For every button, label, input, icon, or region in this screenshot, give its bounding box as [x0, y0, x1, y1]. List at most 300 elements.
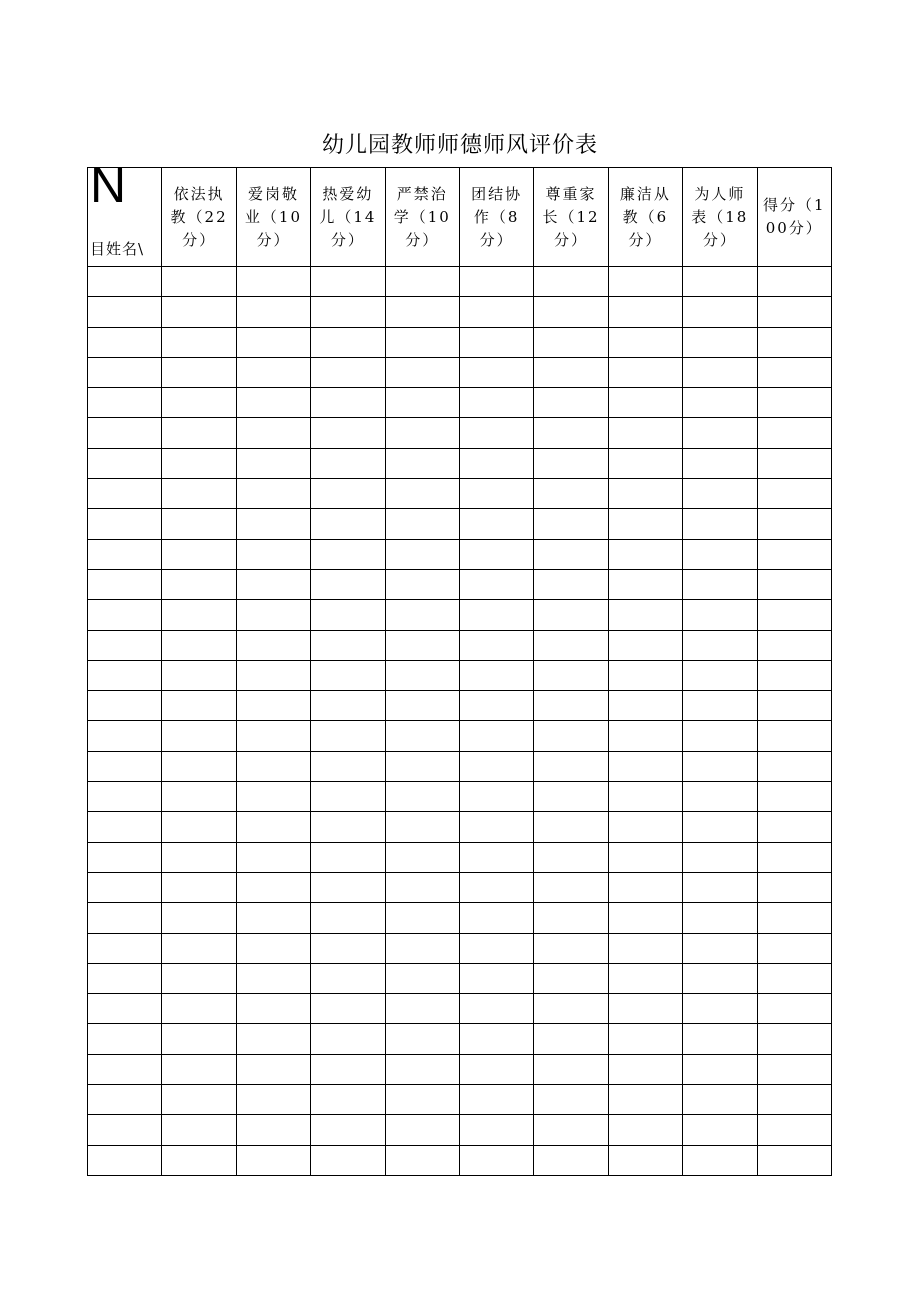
score-cell[interactable]	[236, 1115, 310, 1145]
score-cell[interactable]	[757, 539, 831, 569]
score-cell[interactable]	[385, 569, 459, 599]
score-cell[interactable]	[757, 903, 831, 933]
score-cell[interactable]	[311, 782, 385, 812]
score-cell[interactable]	[459, 479, 533, 509]
name-cell[interactable]	[88, 539, 162, 569]
name-cell[interactable]	[88, 448, 162, 478]
score-cell[interactable]	[683, 267, 757, 297]
score-cell[interactable]	[534, 782, 608, 812]
score-cell[interactable]	[311, 1024, 385, 1054]
score-cell[interactable]	[459, 751, 533, 781]
score-cell[interactable]	[311, 1115, 385, 1145]
score-cell[interactable]	[683, 509, 757, 539]
score-cell[interactable]	[608, 872, 682, 902]
score-cell[interactable]	[459, 357, 533, 387]
score-cell[interactable]	[162, 872, 236, 902]
score-cell[interactable]	[459, 327, 533, 357]
score-cell[interactable]	[162, 327, 236, 357]
score-cell[interactable]	[162, 569, 236, 599]
score-cell[interactable]	[459, 903, 533, 933]
score-cell[interactable]	[683, 1085, 757, 1115]
score-cell[interactable]	[385, 297, 459, 327]
score-cell[interactable]	[385, 721, 459, 751]
score-cell[interactable]	[459, 297, 533, 327]
score-cell[interactable]	[683, 994, 757, 1024]
score-cell[interactable]	[534, 842, 608, 872]
score-cell[interactable]	[683, 660, 757, 690]
score-cell[interactable]	[757, 872, 831, 902]
score-cell[interactable]	[534, 1085, 608, 1115]
score-cell[interactable]	[162, 388, 236, 418]
score-cell[interactable]	[459, 448, 533, 478]
score-cell[interactable]	[385, 782, 459, 812]
score-cell[interactable]	[236, 297, 310, 327]
score-cell[interactable]	[385, 903, 459, 933]
score-cell[interactable]	[608, 448, 682, 478]
score-cell[interactable]	[236, 539, 310, 569]
score-cell[interactable]	[757, 994, 831, 1024]
score-cell[interactable]	[236, 479, 310, 509]
score-cell[interactable]	[162, 963, 236, 993]
score-cell[interactable]	[757, 1024, 831, 1054]
score-cell[interactable]	[459, 812, 533, 842]
score-cell[interactable]	[162, 994, 236, 1024]
score-cell[interactable]	[757, 1085, 831, 1115]
score-cell[interactable]	[534, 1054, 608, 1084]
name-cell[interactable]	[88, 933, 162, 963]
score-cell[interactable]	[683, 872, 757, 902]
score-cell[interactable]	[608, 812, 682, 842]
score-cell[interactable]	[311, 963, 385, 993]
score-cell[interactable]	[534, 539, 608, 569]
name-cell[interactable]	[88, 872, 162, 902]
name-cell[interactable]	[88, 903, 162, 933]
score-cell[interactable]	[534, 630, 608, 660]
score-cell[interactable]	[236, 872, 310, 902]
score-cell[interactable]	[683, 630, 757, 660]
score-cell[interactable]	[534, 933, 608, 963]
score-cell[interactable]	[608, 630, 682, 660]
score-cell[interactable]	[608, 479, 682, 509]
score-cell[interactable]	[608, 357, 682, 387]
score-cell[interactable]	[236, 418, 310, 448]
score-cell[interactable]	[534, 963, 608, 993]
score-cell[interactable]	[385, 1115, 459, 1145]
score-cell[interactable]	[534, 660, 608, 690]
score-cell[interactable]	[608, 1054, 682, 1084]
score-cell[interactable]	[385, 600, 459, 630]
score-cell[interactable]	[162, 448, 236, 478]
score-cell[interactable]	[236, 903, 310, 933]
score-cell[interactable]	[311, 539, 385, 569]
score-cell[interactable]	[683, 812, 757, 842]
name-cell[interactable]	[88, 418, 162, 448]
score-cell[interactable]	[683, 1115, 757, 1145]
score-cell[interactable]	[608, 933, 682, 963]
score-cell[interactable]	[385, 872, 459, 902]
score-cell[interactable]	[236, 388, 310, 418]
score-cell[interactable]	[311, 842, 385, 872]
score-cell[interactable]	[162, 903, 236, 933]
score-cell[interactable]	[459, 418, 533, 448]
score-cell[interactable]	[236, 963, 310, 993]
name-cell[interactable]	[88, 1024, 162, 1054]
score-cell[interactable]	[608, 600, 682, 630]
score-cell[interactable]	[683, 751, 757, 781]
score-cell[interactable]	[459, 509, 533, 539]
score-cell[interactable]	[385, 539, 459, 569]
score-cell[interactable]	[311, 1054, 385, 1084]
score-cell[interactable]	[534, 1145, 608, 1175]
score-cell[interactable]	[311, 933, 385, 963]
score-cell[interactable]	[534, 751, 608, 781]
score-cell[interactable]	[534, 388, 608, 418]
name-cell[interactable]	[88, 751, 162, 781]
score-cell[interactable]	[162, 1115, 236, 1145]
name-cell[interactable]	[88, 267, 162, 297]
score-cell[interactable]	[459, 569, 533, 599]
score-cell[interactable]	[757, 509, 831, 539]
score-cell[interactable]	[534, 479, 608, 509]
score-cell[interactable]	[534, 267, 608, 297]
score-cell[interactable]	[236, 267, 310, 297]
score-cell[interactable]	[385, 751, 459, 781]
score-cell[interactable]	[534, 812, 608, 842]
score-cell[interactable]	[311, 297, 385, 327]
name-cell[interactable]	[88, 691, 162, 721]
name-cell[interactable]	[88, 963, 162, 993]
score-cell[interactable]	[683, 1054, 757, 1084]
score-cell[interactable]	[459, 388, 533, 418]
score-cell[interactable]	[311, 630, 385, 660]
name-cell[interactable]	[88, 721, 162, 751]
score-cell[interactable]	[236, 357, 310, 387]
score-cell[interactable]	[385, 388, 459, 418]
score-cell[interactable]	[162, 509, 236, 539]
score-cell[interactable]	[683, 600, 757, 630]
score-cell[interactable]	[385, 933, 459, 963]
score-cell[interactable]	[459, 872, 533, 902]
score-cell[interactable]	[459, 1054, 533, 1084]
score-cell[interactable]	[236, 782, 310, 812]
score-cell[interactable]	[608, 1115, 682, 1145]
score-cell[interactable]	[385, 479, 459, 509]
score-cell[interactable]	[608, 569, 682, 599]
score-cell[interactable]	[385, 448, 459, 478]
score-cell[interactable]	[385, 1145, 459, 1175]
score-cell[interactable]	[236, 933, 310, 963]
score-cell[interactable]	[385, 660, 459, 690]
score-cell[interactable]	[311, 903, 385, 933]
score-cell[interactable]	[162, 691, 236, 721]
score-cell[interactable]	[311, 1145, 385, 1175]
score-cell[interactable]	[534, 903, 608, 933]
score-cell[interactable]	[162, 297, 236, 327]
name-cell[interactable]	[88, 479, 162, 509]
score-cell[interactable]	[385, 357, 459, 387]
score-cell[interactable]	[683, 782, 757, 812]
score-cell[interactable]	[757, 751, 831, 781]
score-cell[interactable]	[236, 630, 310, 660]
score-cell[interactable]	[385, 842, 459, 872]
score-cell[interactable]	[683, 327, 757, 357]
score-cell[interactable]	[385, 1085, 459, 1115]
score-cell[interactable]	[608, 842, 682, 872]
score-cell[interactable]	[162, 479, 236, 509]
score-cell[interactable]	[311, 388, 385, 418]
score-cell[interactable]	[683, 903, 757, 933]
score-cell[interactable]	[534, 327, 608, 357]
score-cell[interactable]	[757, 721, 831, 751]
score-cell[interactable]	[311, 994, 385, 1024]
score-cell[interactable]	[757, 418, 831, 448]
score-cell[interactable]	[236, 1054, 310, 1084]
score-cell[interactable]	[311, 327, 385, 357]
score-cell[interactable]	[236, 600, 310, 630]
score-cell[interactable]	[608, 721, 682, 751]
score-cell[interactable]	[162, 812, 236, 842]
score-cell[interactable]	[311, 569, 385, 599]
score-cell[interactable]	[459, 933, 533, 963]
name-cell[interactable]	[88, 600, 162, 630]
score-cell[interactable]	[459, 1024, 533, 1054]
score-cell[interactable]	[757, 448, 831, 478]
name-cell[interactable]	[88, 812, 162, 842]
score-cell[interactable]	[459, 963, 533, 993]
score-cell[interactable]	[608, 297, 682, 327]
name-cell[interactable]	[88, 297, 162, 327]
name-cell[interactable]	[88, 630, 162, 660]
score-cell[interactable]	[757, 963, 831, 993]
score-cell[interactable]	[385, 418, 459, 448]
name-cell[interactable]	[88, 660, 162, 690]
score-cell[interactable]	[757, 660, 831, 690]
name-cell[interactable]	[88, 569, 162, 599]
score-cell[interactable]	[236, 569, 310, 599]
score-cell[interactable]	[385, 994, 459, 1024]
score-cell[interactable]	[459, 267, 533, 297]
score-cell[interactable]	[757, 600, 831, 630]
score-cell[interactable]	[608, 327, 682, 357]
score-cell[interactable]	[385, 509, 459, 539]
score-cell[interactable]	[236, 327, 310, 357]
score-cell[interactable]	[608, 1145, 682, 1175]
score-cell[interactable]	[385, 1024, 459, 1054]
score-cell[interactable]	[236, 721, 310, 751]
score-cell[interactable]	[385, 1054, 459, 1084]
score-cell[interactable]	[757, 357, 831, 387]
score-cell[interactable]	[311, 721, 385, 751]
score-cell[interactable]	[459, 600, 533, 630]
score-cell[interactable]	[385, 963, 459, 993]
score-cell[interactable]	[162, 630, 236, 660]
score-cell[interactable]	[608, 903, 682, 933]
score-cell[interactable]	[683, 539, 757, 569]
score-cell[interactable]	[162, 1145, 236, 1175]
score-cell[interactable]	[757, 479, 831, 509]
score-cell[interactable]	[608, 267, 682, 297]
score-cell[interactable]	[385, 812, 459, 842]
score-cell[interactable]	[311, 1085, 385, 1115]
score-cell[interactable]	[459, 1145, 533, 1175]
score-cell[interactable]	[534, 1024, 608, 1054]
score-cell[interactable]	[311, 448, 385, 478]
score-cell[interactable]	[311, 418, 385, 448]
score-cell[interactable]	[608, 539, 682, 569]
score-cell[interactable]	[683, 1145, 757, 1175]
score-cell[interactable]	[534, 1115, 608, 1145]
score-cell[interactable]	[459, 539, 533, 569]
score-cell[interactable]	[683, 963, 757, 993]
score-cell[interactable]	[236, 812, 310, 842]
score-cell[interactable]	[162, 842, 236, 872]
score-cell[interactable]	[236, 842, 310, 872]
score-cell[interactable]	[162, 1085, 236, 1115]
score-cell[interactable]	[162, 1054, 236, 1084]
score-cell[interactable]	[757, 630, 831, 660]
score-cell[interactable]	[162, 600, 236, 630]
score-cell[interactable]	[534, 418, 608, 448]
score-cell[interactable]	[311, 600, 385, 630]
score-cell[interactable]	[683, 842, 757, 872]
name-cell[interactable]	[88, 842, 162, 872]
score-cell[interactable]	[608, 1085, 682, 1115]
score-cell[interactable]	[385, 327, 459, 357]
score-cell[interactable]	[608, 509, 682, 539]
score-cell[interactable]	[534, 600, 608, 630]
score-cell[interactable]	[534, 357, 608, 387]
score-cell[interactable]	[757, 782, 831, 812]
score-cell[interactable]	[385, 267, 459, 297]
score-cell[interactable]	[162, 357, 236, 387]
score-cell[interactable]	[683, 691, 757, 721]
score-cell[interactable]	[683, 388, 757, 418]
score-cell[interactable]	[236, 994, 310, 1024]
score-cell[interactable]	[608, 963, 682, 993]
score-cell[interactable]	[459, 691, 533, 721]
score-cell[interactable]	[162, 418, 236, 448]
score-cell[interactable]	[311, 509, 385, 539]
score-cell[interactable]	[236, 448, 310, 478]
score-cell[interactable]	[459, 630, 533, 660]
score-cell[interactable]	[236, 691, 310, 721]
score-cell[interactable]	[162, 1024, 236, 1054]
score-cell[interactable]	[757, 327, 831, 357]
score-cell[interactable]	[385, 630, 459, 660]
score-cell[interactable]	[757, 933, 831, 963]
score-cell[interactable]	[608, 782, 682, 812]
score-cell[interactable]	[534, 691, 608, 721]
score-cell[interactable]	[311, 479, 385, 509]
score-cell[interactable]	[683, 721, 757, 751]
score-cell[interactable]	[162, 267, 236, 297]
score-cell[interactable]	[757, 267, 831, 297]
score-cell[interactable]	[534, 569, 608, 599]
name-cell[interactable]	[88, 1054, 162, 1084]
score-cell[interactable]	[683, 418, 757, 448]
score-cell[interactable]	[311, 267, 385, 297]
score-cell[interactable]	[236, 1145, 310, 1175]
score-cell[interactable]	[757, 842, 831, 872]
score-cell[interactable]	[311, 660, 385, 690]
score-cell[interactable]	[534, 721, 608, 751]
score-cell[interactable]	[311, 751, 385, 781]
score-cell[interactable]	[608, 388, 682, 418]
score-cell[interactable]	[608, 1024, 682, 1054]
name-cell[interactable]	[88, 1115, 162, 1145]
score-cell[interactable]	[534, 509, 608, 539]
score-cell[interactable]	[683, 933, 757, 963]
name-cell[interactable]	[88, 782, 162, 812]
score-cell[interactable]	[459, 1115, 533, 1145]
name-cell[interactable]	[88, 327, 162, 357]
score-cell[interactable]	[534, 872, 608, 902]
score-cell[interactable]	[311, 357, 385, 387]
score-cell[interactable]	[236, 751, 310, 781]
score-cell[interactable]	[162, 782, 236, 812]
score-cell[interactable]	[683, 479, 757, 509]
score-cell[interactable]	[683, 297, 757, 327]
score-cell[interactable]	[236, 1085, 310, 1115]
score-cell[interactable]	[608, 691, 682, 721]
score-cell[interactable]	[459, 660, 533, 690]
score-cell[interactable]	[683, 1024, 757, 1054]
score-cell[interactable]	[385, 691, 459, 721]
name-cell[interactable]	[88, 388, 162, 418]
score-cell[interactable]	[311, 812, 385, 842]
score-cell[interactable]	[162, 751, 236, 781]
score-cell[interactable]	[608, 660, 682, 690]
name-cell[interactable]	[88, 994, 162, 1024]
score-cell[interactable]	[608, 751, 682, 781]
score-cell[interactable]	[162, 933, 236, 963]
score-cell[interactable]	[683, 448, 757, 478]
score-cell[interactable]	[534, 994, 608, 1024]
score-cell[interactable]	[459, 782, 533, 812]
score-cell[interactable]	[459, 721, 533, 751]
score-cell[interactable]	[757, 1054, 831, 1084]
score-cell[interactable]	[311, 691, 385, 721]
name-cell[interactable]	[88, 357, 162, 387]
score-cell[interactable]	[162, 539, 236, 569]
score-cell[interactable]	[236, 660, 310, 690]
score-cell[interactable]	[683, 357, 757, 387]
score-cell[interactable]	[534, 448, 608, 478]
score-cell[interactable]	[757, 1145, 831, 1175]
score-cell[interactable]	[459, 994, 533, 1024]
score-cell[interactable]	[757, 388, 831, 418]
name-cell[interactable]	[88, 509, 162, 539]
score-cell[interactable]	[236, 509, 310, 539]
score-cell[interactable]	[311, 872, 385, 902]
score-cell[interactable]	[608, 994, 682, 1024]
score-cell[interactable]	[757, 569, 831, 599]
score-cell[interactable]	[608, 418, 682, 448]
name-cell[interactable]	[88, 1085, 162, 1115]
name-cell[interactable]	[88, 1145, 162, 1175]
score-cell[interactable]	[162, 721, 236, 751]
score-cell[interactable]	[757, 1115, 831, 1145]
score-cell[interactable]	[683, 569, 757, 599]
score-cell[interactable]	[162, 660, 236, 690]
score-cell[interactable]	[459, 842, 533, 872]
score-cell[interactable]	[757, 812, 831, 842]
score-cell[interactable]	[757, 297, 831, 327]
score-cell[interactable]	[236, 1024, 310, 1054]
score-cell[interactable]	[757, 691, 831, 721]
score-cell[interactable]	[534, 297, 608, 327]
score-cell[interactable]	[459, 1085, 533, 1115]
